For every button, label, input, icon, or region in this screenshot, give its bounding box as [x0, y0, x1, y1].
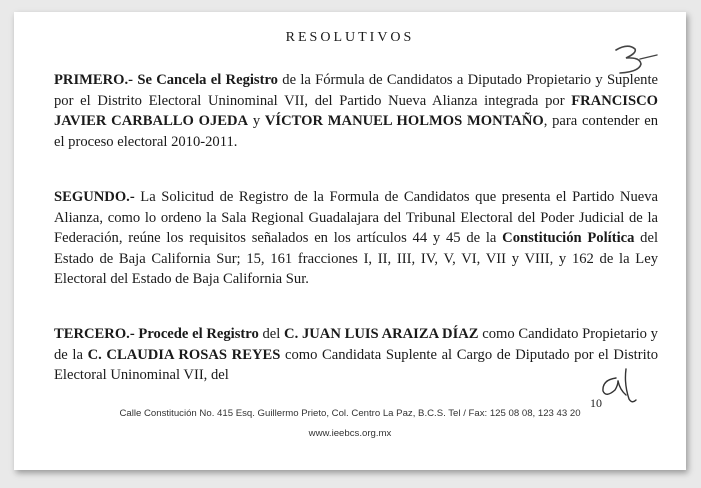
tercero-name-1: C. JUAN LUIS ARAIZA DÍAZ	[284, 326, 479, 342]
primero-lead: PRIMERO.- Se Cancela el Registro	[54, 72, 278, 88]
primero-text-2: , para contender en el proceso electoral 2010-2011.	[54, 113, 659, 150]
paragraph-segundo	[54, 187, 658, 290]
segundo-text-2: del Estado de Baja California Sur; 15, 161 fracciones I, II, III, IV, V, VI, VII y VIII, y 162 de la Ley Electoral del Estado de Baja California Sur.	[54, 230, 658, 287]
primero-text-1: de la Fórmula de Candidatos a Diputado Propietario y Suplente por el Distrito Electoral Uninominal VII, del Partido Nueva Alianza integrada por	[54, 72, 659, 109]
section-heading: RESOLUTIVOS	[285, 30, 415, 45]
segundo-lead: SEGUNDO.-	[54, 189, 135, 205]
tercero-text-3: como Candidata Suplente al Cargo de Diputado por el Distrito Electoral Uninominal VII, del	[54, 346, 659, 383]
segundo-text-1: La Solicitud de Registro de la Formula de Candidatos que presenta el Partido Nueva Alianza, como lo ordeno la Sala Regional Guadalajara del Tribunal Electoral del Poder Judicial de la Federación, reúne los requisitos señalados en los artículos 44 y 45 de la	[54, 189, 658, 246]
primero-conj: y	[248, 113, 265, 129]
footer-address: Calle Constitución No. 415 Esq. Guillermo Prieto, Col. Centro La Paz, B.C.S. Tel / Fax: 125 08 08, 123 43 20	[119, 408, 581, 419]
primero-name-1: FRANCISCO JAVIER CARBALLO OJEDA	[54, 92, 658, 129]
footer-website: www.ieebcs.org.mx	[308, 428, 392, 439]
tercero-text-2: como Candidato Propietario y de la	[54, 326, 658, 363]
segundo-bold-1: Constitución Política	[502, 230, 635, 246]
page-number: 10	[590, 396, 602, 410]
handwritten-number-mark	[610, 42, 660, 78]
paragraph-primero	[54, 70, 658, 152]
tercero-text-1: del	[258, 326, 285, 342]
tercero-name-2: C. CLAUDIA ROSAS REYES	[87, 346, 281, 363]
paragraph-tercero	[54, 324, 658, 386]
primero-name-2: VÍCTOR MANUEL HOLMOS MONTAÑO	[264, 113, 544, 129]
handwritten-initials-signature	[596, 364, 638, 408]
tercero-lead: TERCERO.- Procede el Registro	[54, 326, 259, 342]
document-page	[14, 12, 686, 470]
